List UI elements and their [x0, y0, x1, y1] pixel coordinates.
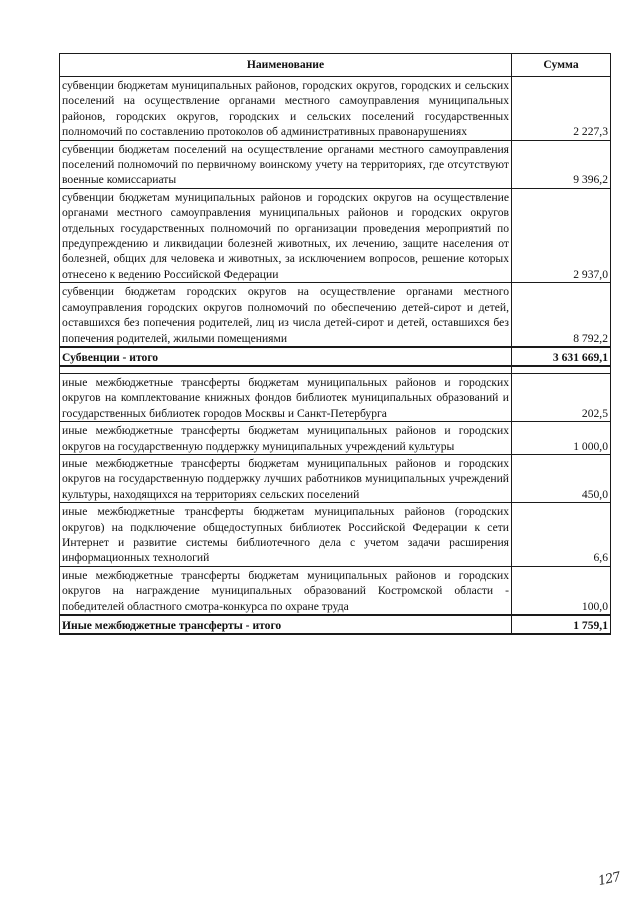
- total-sum: 1 759,1: [512, 615, 611, 634]
- row-sum: 6,6: [512, 503, 611, 567]
- row-name: субвенции бюджетам городских округов на осуществление органами местного самоуправления городских округов полномочий по обеспечению детей-сирот и детей, оставшихся без попечения родителей, лиц из числа детей-сирот и детей, оставшихся без попечения родителей, жилыми помещениями: [60, 283, 512, 347]
- spacer-cell: [60, 366, 512, 374]
- column-header-sum: Сумма: [512, 54, 611, 77]
- other-transfers-total-row: [60, 615, 611, 634]
- row-name: субвенции бюджетам муниципальных районов и городских округов на осуществление органами местного самоуправления муниципальных районов и городских округов отдельных государственных полномочий по организации проведения мероприятий по предупреждению и ликвидации болезней животных, их лечению, защите населения от болезней, общих для человека и животных, за исключением вопросов, решение которых отнесено к ведению Российской Федерации: [60, 188, 512, 282]
- row-sum: 450,0: [512, 454, 611, 502]
- row-name: иные межбюджетные трансферты бюджетам муниципальных районов и городских округов на комплектование книжных фондов библиотек муниципальных образований и государственных библиотек городов Москвы и Санкт-Петербурга: [60, 373, 512, 421]
- budget-table: [59, 53, 611, 635]
- row-name: субвенции бюджетам муниципальных районов, городских округов, городских и сельских поселений на осуществление органами местного самоуправления муниципальных районов, городских округов, городских и сельских поселений государственных полномочий по составлению протоколов об административных правонарушениях: [60, 77, 512, 141]
- row-sum: 1 000,0: [512, 422, 611, 455]
- spacer-cell: [512, 366, 611, 374]
- table-row: [60, 140, 611, 188]
- row-name: иные межбюджетные трансферты бюджетам муниципальных районов (городских округов) на подключение общедоступных библиотек Российской Федерации к сети Интернет и развитие системы библиотечного дела с учетом задачи расширения информационных технологий: [60, 503, 512, 567]
- table-row: [60, 77, 611, 141]
- row-sum: 8 792,2: [512, 283, 611, 347]
- spacer-row: [60, 366, 611, 374]
- row-name: иные межбюджетные трансферты бюджетам муниципальных районов и городских округов на государственную поддержку муниципальных учреждений культуры: [60, 422, 512, 455]
- row-name: иные межбюджетные трансферты бюджетам муниципальных районов и городских округов на награждение муниципальных образований Костромской области - победителей областного смотра-конкурса по охране труда: [60, 566, 512, 615]
- table-row: [60, 422, 611, 455]
- column-header-name: Наименование: [60, 54, 512, 77]
- table-row: [60, 283, 611, 347]
- total-label: Субвенции - итого: [60, 347, 512, 366]
- row-sum: 2 937,0: [512, 188, 611, 282]
- page-number: 127: [596, 869, 622, 890]
- table-header-row: [60, 54, 611, 77]
- total-sum: 3 631 669,1: [512, 347, 611, 366]
- row-sum: 2 227,3: [512, 77, 611, 141]
- row-name: субвенции бюджетам поселений на осуществление органами местного самоуправления поселений полномочий по первичному воинскому учету на территориях, где отсутствуют военные комиссариаты: [60, 140, 512, 188]
- row-name: иные межбюджетные трансферты бюджетам муниципальных районов и городских округов на государственную поддержку лучших работников муниципальных учреждений культуры, находящихся на территориях сельских поселений: [60, 454, 512, 502]
- table-row: [60, 373, 611, 421]
- document-page: [59, 53, 610, 635]
- row-sum: 100,0: [512, 566, 611, 615]
- table-row: [60, 454, 611, 502]
- table-row: [60, 566, 611, 615]
- row-sum: 202,5: [512, 373, 611, 421]
- table-row: [60, 503, 611, 567]
- total-label: Иные межбюджетные трансферты - итого: [60, 615, 512, 634]
- table-row: [60, 188, 611, 282]
- row-sum: 9 396,2: [512, 140, 611, 188]
- subventions-total-row: [60, 347, 611, 366]
